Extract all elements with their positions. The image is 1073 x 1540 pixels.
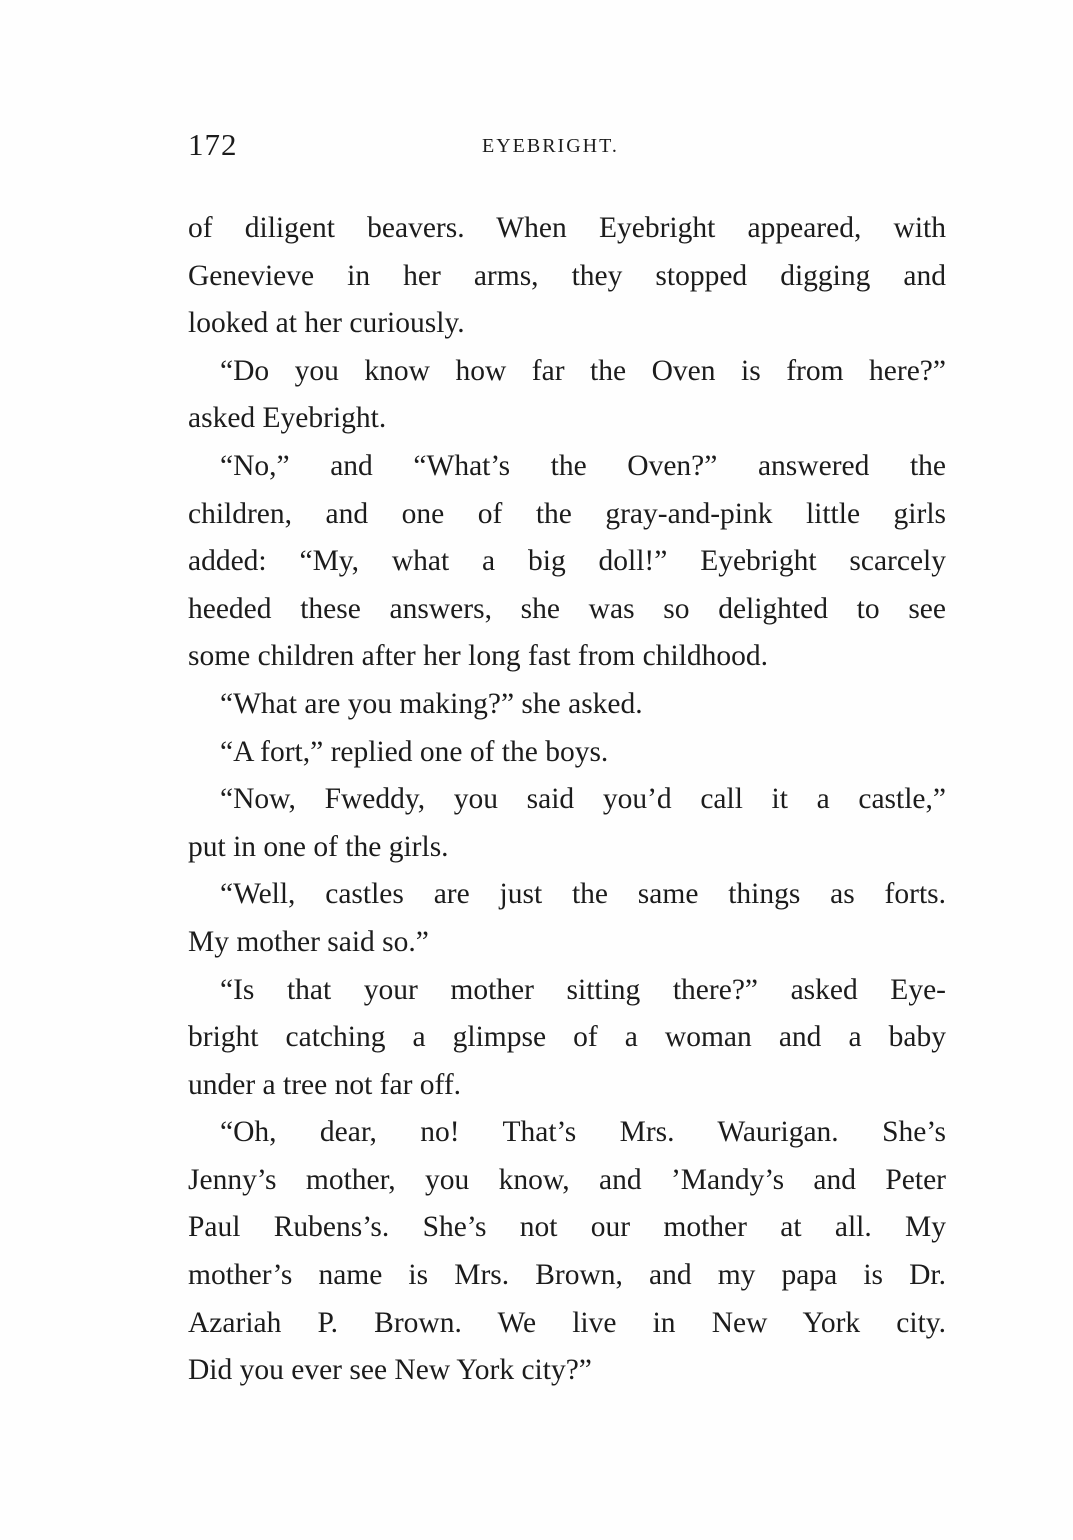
text-line: “No,” and “What’s the Oven?” answered the	[220, 449, 946, 482]
text-line: under a tree not far off.	[188, 1068, 462, 1101]
page-header	[188, 127, 946, 167]
running-title: EYEBRIGHT.	[482, 135, 619, 157]
text-line: some children after her long fast from childhood.	[188, 640, 768, 673]
page-number: 172	[188, 127, 238, 162]
text-line: Paul Rubens’s. She’s not our mother at all. My	[188, 1211, 946, 1244]
text-line: children, and one of the gray-and-pink little girls	[188, 497, 946, 530]
text-line: “A fort,” replied one of the boys.	[220, 735, 609, 768]
text-line: heeded these answers, she was so delighted to see	[188, 592, 946, 625]
text-line: looked at her curiously.	[188, 307, 465, 340]
text-line: bright catching a glimpse of a woman and a baby	[188, 1021, 946, 1054]
text-line: My mother said so.”	[188, 925, 429, 958]
text-line: asked Eyebright.	[188, 402, 387, 435]
text-line: of diligent beavers. When Eyebright appeared, with	[188, 212, 946, 244]
text-line: put in one of the girls.	[188, 830, 449, 863]
text-line: Did you ever see New York city?”	[188, 1354, 592, 1387]
text-line: Jenny’s mother, you know, and ’Mandy’s and Peter	[188, 1163, 946, 1196]
text-line: “Do you know how far the Oven is from here?”	[220, 354, 946, 387]
text-line: mother’s name is Mrs. Brown, and my papa is Dr.	[188, 1259, 946, 1292]
text-line: added: “My, what a big doll!” Eyebright scarcely	[188, 545, 946, 578]
body-text	[188, 205, 946, 1395]
text-line: “Oh, dear, no! That’s Mrs. Waurigan. She’s	[220, 1116, 946, 1149]
text-line: “Well, castles are just the same things as forts.	[220, 878, 946, 911]
text-line: “Now, Fweddy, you said you’d call it a castle,”	[220, 783, 946, 816]
text-line: “Is that your mother sitting there?” asked Eye-	[220, 973, 946, 1006]
text-line: Azariah P. Brown. We live in New York city.	[188, 1306, 946, 1339]
text-line: Genevieve in her arms, they stopped digging and	[188, 259, 946, 292]
text-line: “What are you making?” she asked.	[220, 687, 643, 720]
